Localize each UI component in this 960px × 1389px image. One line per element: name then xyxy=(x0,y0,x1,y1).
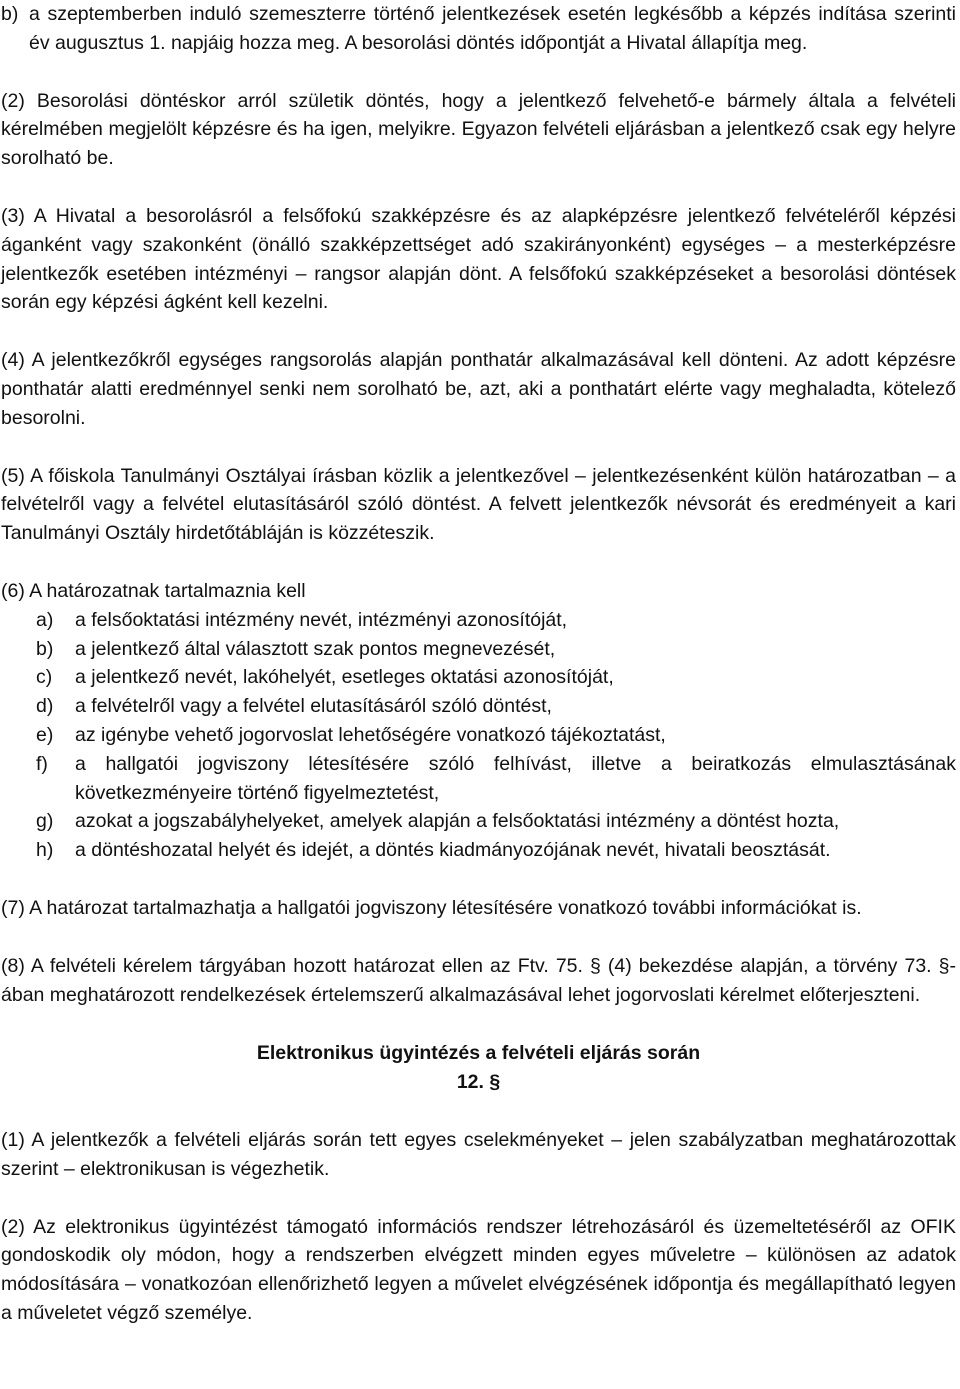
list-text: a jelentkező által választott szak pontos megnevezését, xyxy=(75,637,556,660)
list-item xyxy=(1,807,956,836)
paragraph-8: (8) A felvételi kérelem tárgyában hozott határozat ellen az Ftv. 75. § (4) bekezdése alapján, a törvény 73. §-ában meghatározott rendelkezések értelemszerű alkalmazásával lehet jogorvoslati kérelmet előterjeszteni. xyxy=(1,954,956,1006)
paragraph-6-intro: (6) A határozatnak tartalmaznia kell xyxy=(1,579,306,602)
list-label: c) xyxy=(36,666,53,689)
list-item xyxy=(1,692,956,721)
list-label: e) xyxy=(36,723,54,746)
paragraph-6-list xyxy=(1,606,956,865)
list-item xyxy=(1,721,956,750)
list-item xyxy=(1,750,956,808)
list-text: a hallgatói jogviszony létesítésére szóló felhívást, illetve a beiratkozás elmulasztásának következményeire történő figyelmeztetést, xyxy=(75,752,956,804)
list-text: az igénybe vehető jogorvoslat lehetőségére vonatkozó tájékoztatást, xyxy=(75,723,666,746)
paragraph-2: (2) Besorolási döntéskor arról születik döntés, hogy a jelentkező felvehető-e bármely általa a felvételi kérelmében megjelölt képzésre és ha igen, melyikre. Egyazon felvételi eljárásban a jelentkező csak egy helyre sorolható be. xyxy=(1,89,956,170)
list-item xyxy=(1,606,956,635)
list-item-b xyxy=(1,0,956,58)
list-label: b) xyxy=(1,3,19,25)
list-text: a felsőoktatási intézmény nevét, intézményi azonosítóját, xyxy=(75,608,568,631)
list-item xyxy=(1,663,956,692)
list-label: a) xyxy=(36,608,54,631)
list-text: a szeptemberben induló szemeszterre történő jelentkezések esetén legkésőbb a képzés indítása szerinti év augusztus 1. napjáig hozza meg. A besorolási döntés időpontját a Hivatal állapítja meg. xyxy=(29,3,956,54)
section-paragraph-2: (2) Az elektronikus ügyintézést támogató információs rendszer létrehozásáról és üzemeltetéséről az OFIK gondoskodik oly módon, hogy a rendszerben elvégzett minden egyes műveletre – különösen az adatok módosítására – vonatkozóan ellenőrizhető legyen a művelet elvégzésének időpontja és megállapítható legyen a műveletet végző személye. xyxy=(1,1215,956,1324)
list-text: a döntéshozatal helyét és idejét, a döntés kiadmányozójának nevét, hivatali beosztását. xyxy=(75,839,831,862)
section-number: 12. § xyxy=(456,1071,501,1094)
paragraph-7: (7) A határozat tartalmazhatja a hallgatói jogviszony létesítésére vonatkozó további információkat is. xyxy=(1,896,862,919)
paragraph-5: (5) A főiskola Tanulmányi Osztályai írásban közlik a jelentkezővel – jelentkezésenként külön határozatban – a felvételről vagy a felvétel elutasításáról szóló döntést. A felvett jelentkezők névsorát és eredményeit a kari Tanulmányi Osztály hirdetőtábláján is közzéteszik. xyxy=(1,464,956,545)
list-label: f) xyxy=(36,752,48,775)
list-label: d) xyxy=(36,695,54,718)
list-label: b) xyxy=(36,637,54,660)
section-paragraph-1: (1) A jelentkezők a felvételi eljárás során tett egyes cselekményeket – jelen szabályzatban meghatározottak szerint – elektronikusan is végezhetik. xyxy=(1,1128,956,1180)
list-label: g) xyxy=(36,810,54,833)
list-text: a felvételről vagy a felvétel elutasításáról szóló döntést, xyxy=(75,695,552,718)
list-item xyxy=(1,635,956,664)
list-text: a jelentkező nevét, lakóhelyét, esetleges oktatási azonosítóját, xyxy=(75,666,614,689)
list-label: h) xyxy=(36,839,54,862)
list-text: azokat a jogszabályhelyeket, amelyek alapján a felsőoktatási intézmény a döntést hozta, xyxy=(75,810,840,833)
section-title: Elektronikus ügyintézés a felvételi eljárás során xyxy=(256,1042,701,1065)
list-item xyxy=(1,836,956,865)
paragraph-4: (4) A jelentkezőkről egységes rangsorolás alapján ponthatár alkalmazásával kell dönteni. Az adott képzésre ponthatár alatti eredménnyel senki nem sorolható be, azt, aki a ponthatárt elérte vagy meghaladta, kötelező besorolni. xyxy=(1,349,956,429)
paragraph-3: (3) A Hivatal a besorolásról a felsőfokú szakképzésre és az alapképzésre jelentkező felvételéről képzési áganként vagy szakonként (önálló szakképzettséget adó szakirányonként) egységes – a mesterképzésre jelentkezők esetében intézményi – rangsor alapján dönt. A felsőfokú szakképzéseket a besorolási döntések során egy képzési ágként kell kezelni. xyxy=(1,204,956,314)
